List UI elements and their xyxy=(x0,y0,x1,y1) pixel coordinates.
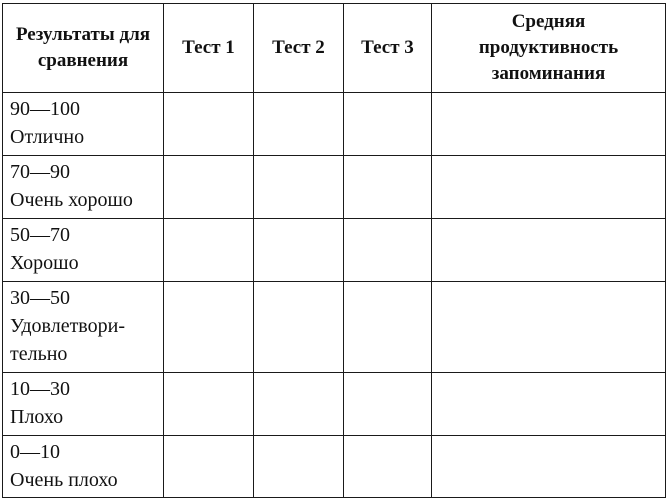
table-row xyxy=(3,156,666,219)
test-3-cell xyxy=(344,93,432,156)
test-3-cell xyxy=(344,436,432,498)
average-cell xyxy=(432,282,666,373)
grade-label: Очень хорошо xyxy=(10,189,133,211)
header-test-2 xyxy=(254,4,344,93)
results-comparison-table xyxy=(2,3,666,498)
grade-label: Отлично xyxy=(10,126,85,148)
test-3-cell xyxy=(344,373,432,436)
score-range: 90—100 xyxy=(10,98,80,120)
test-1-cell xyxy=(164,219,254,282)
table-row xyxy=(3,219,666,282)
table-row xyxy=(3,282,666,373)
row-label xyxy=(3,436,164,498)
average-cell xyxy=(432,156,666,219)
header-average-line: продуктивность xyxy=(478,37,619,58)
header-test-2-label: Тест 2 xyxy=(272,37,325,58)
grade-label: тельно xyxy=(10,343,68,365)
grade-label: Удовлетвори- xyxy=(10,315,125,337)
average-cell xyxy=(432,93,666,156)
test-2-cell xyxy=(254,156,344,219)
table-row xyxy=(3,93,666,156)
test-1-cell xyxy=(164,156,254,219)
test-3-cell xyxy=(344,219,432,282)
header-results-line: сравнения xyxy=(37,50,129,71)
header-test-3-label: Тест 3 xyxy=(361,37,414,58)
test-2-cell xyxy=(254,282,344,373)
header-row xyxy=(3,4,666,93)
table-row xyxy=(3,436,666,498)
header-average-line: Средняя xyxy=(511,11,586,32)
grade-label: Хорошо xyxy=(10,252,79,274)
header-average-productivity xyxy=(432,4,666,93)
score-range: 50—70 xyxy=(10,224,70,246)
average-cell xyxy=(432,373,666,436)
average-cell xyxy=(432,219,666,282)
header-average-line: запоминания xyxy=(491,63,606,84)
row-label xyxy=(3,93,164,156)
score-range: 0—10 xyxy=(10,441,60,463)
test-1-cell xyxy=(164,436,254,498)
test-1-cell xyxy=(164,282,254,373)
row-label xyxy=(3,282,164,373)
test-1-cell xyxy=(164,373,254,436)
row-label xyxy=(3,373,164,436)
header-test-1 xyxy=(164,4,254,93)
score-range: 70—90 xyxy=(10,161,70,183)
test-2-cell xyxy=(254,219,344,282)
average-cell xyxy=(432,436,666,498)
grade-label: Очень плохо xyxy=(10,469,118,491)
test-3-cell xyxy=(344,156,432,219)
score-range: 30—50 xyxy=(10,287,70,309)
header-results-line: Результаты для xyxy=(15,24,151,45)
test-2-cell xyxy=(254,93,344,156)
test-3-cell xyxy=(344,282,432,373)
table-row xyxy=(3,373,666,436)
header-results xyxy=(3,4,164,93)
row-label xyxy=(3,219,164,282)
header-test-3 xyxy=(344,4,432,93)
grade-label: Плохо xyxy=(10,406,64,428)
header-test-1-label: Тест 1 xyxy=(182,37,235,58)
test-1-cell xyxy=(164,93,254,156)
test-2-cell xyxy=(254,436,344,498)
row-label xyxy=(3,156,164,219)
test-2-cell xyxy=(254,373,344,436)
score-range: 10—30 xyxy=(10,378,70,400)
